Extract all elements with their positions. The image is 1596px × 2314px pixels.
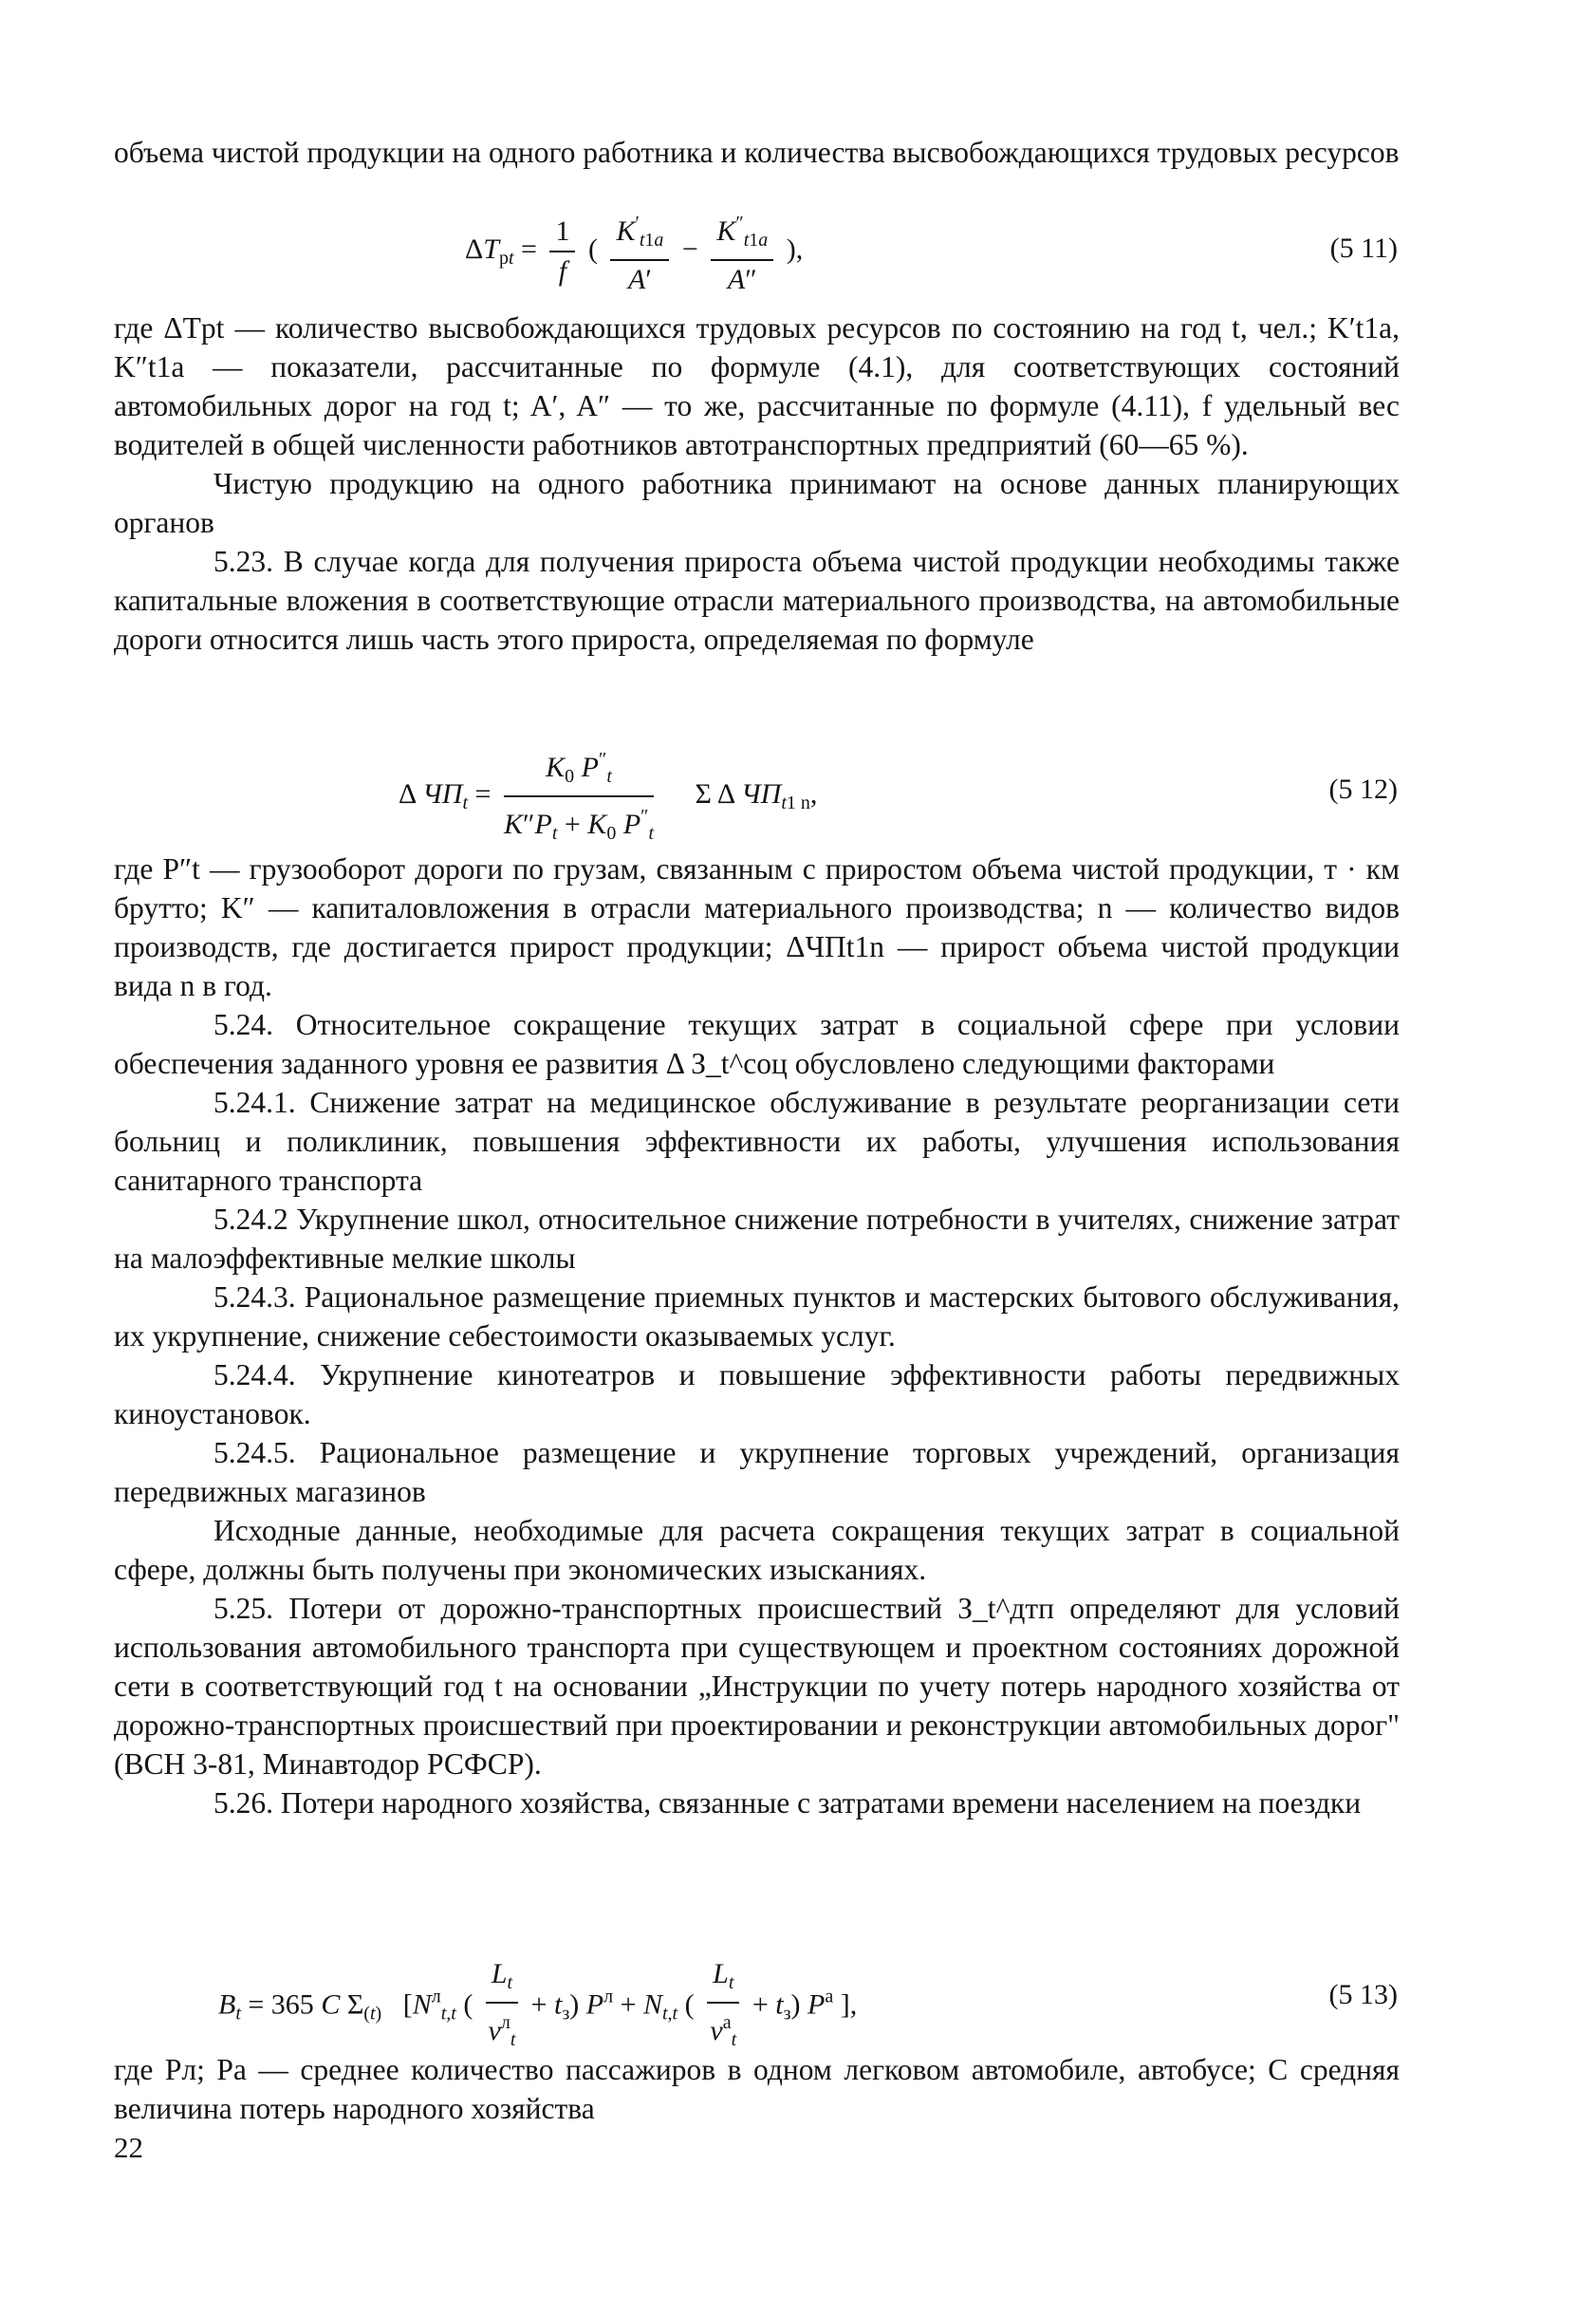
body-text-lower (114, 849, 1400, 1822)
equation-number: (5 12) (1328, 774, 1398, 805)
paragraph: где P″t — грузооборот дороги по грузам, связанным с приростом объема чистой продукции, т · км брутто; K″ — капиталовложения в отрасли материального производства; n — количество видов производств, где достигается прирост продукции; ΔЧПt1n — прирост объема чистой продукции вида n в год. (114, 852, 1400, 1002)
equation-number: (5 11) (1329, 233, 1398, 264)
paragraph: 5.24. Относительное сокращение текущих затрат в социальной сфере при условии обеспечения заданного уровня ее развития Δ З_t^соц обусловлено следующими факторами (114, 1008, 1400, 1080)
paragraph: 5.23. В случае когда для получения прироста объема чистой продукции необходимы также капитальные вложения в соответствующие отрасли материального производства, на автомобильные дороги относится лишь часть этого прироста, определяемая по формуле (114, 545, 1400, 656)
body-text-bottom (114, 2050, 1400, 2128)
paragraph: 5.24.1. Снижение затрат на медицинское обслуживание в результате реорганизации сети больниц и поликлиник, повышения эффективности их работы, улучшения использования санитарного транспорта (114, 1086, 1400, 1197)
paragraph: 5.24.3. Рациональное размещение приемных пунктов и мастерских бытового обслуживания, их укрупнение, снижение себестоимости оказываемых услуг. (114, 1280, 1400, 1353)
paragraph: Чистую продукцию на одного работника принимают на основе данных планирующих органов (114, 467, 1400, 539)
formula-5-13: $B_t = 365$ C $\Sigma_{(t)}$ [$N^л_{t,t}$ ( $\frac{L_t}{v^л_t}$ + $t_з$) $P^л + N_{t,t}$ ( $\frac{L_t}{v^а_t}$ + $t_з$) $P^а$ ], (218, 1955, 857, 2059)
formula-5-11: $\Delta T_{pt}$ = $\frac{1}{f}$ ( $\frac{K'_{t1a}}{A'}$ − $\frac{K''_{t1a}}{A''}$ ), (465, 204, 803, 299)
paragraph: где ΔTpt — количество высвобождающихся трудовых ресурсов по состоянию на год t, чел.; K′t1a, K″t1a — показатели, рассчитанные по формуле (4.1), для соответствующих состояний автомобильных дорог на год t; A′, A″ — то же, рассчитанные по формуле (4.11), f удельный вес водителей в общей численности работников автотранспортных предприятий (60—65 %). (114, 311, 1400, 461)
paragraph: Исходные данные, необходимые для расчета сокращения текущих затрат в социальной сфере, должны быть получены при экономических изысканиях. (114, 1514, 1400, 1586)
equation-number: (5 13) (1328, 1979, 1398, 2010)
paragraph: 5.24.5. Рациональное размещение и укрупнение торговых учреждений, организация передвижных магазинов (114, 1436, 1400, 1508)
paragraph: объема чистой продукции на одного работника и количества высвобождающихся трудовых ресурсов (114, 136, 1400, 169)
formula-5-12: Δ $ЧП_t$ = $\frac{K_0 P''_t}{K''P_t + K_0 P''_t}$ Σ Δ $ЧП_{t1 n}$, (399, 740, 817, 852)
body-text-top (114, 133, 1400, 172)
paragraph: 5.24.2 Укрупнение школ, относительное снижение потребности в учителях, снижение затрат на малоэффективные мелкие школы (114, 1203, 1400, 1275)
body-text-middle (114, 308, 1400, 659)
page-number: 22 (114, 2131, 143, 2164)
paragraph: 5.24.4. Укрупнение кинотеатров и повышение эффективности работы передвижных киноустановок. (114, 1358, 1400, 1430)
paragraph: где Pл; Pа — среднее количество пассажиров в одном легковом автомобиле, автобусе; C средняя величина потерь народного хозяйства (114, 2053, 1400, 2125)
paragraph: 5.26. Потери народного хозяйства, связанные с затратами времени населением на поездки (213, 1786, 1362, 1819)
paragraph: 5.25. Потери от дорожно-транспортных происшествий З_t^дтп определяют для условий использования автомобильного транспорта при существующем и проектном состояниях дорожной сети в соответствующий год t на основании „Инструкции по учету потерь народного хозяйства от дорожно-транспортных происшествий при проектировании и реконструкции автомобильных дорог" (ВСН 3-81, Минавтодор РСФСР). (114, 1592, 1400, 1781)
